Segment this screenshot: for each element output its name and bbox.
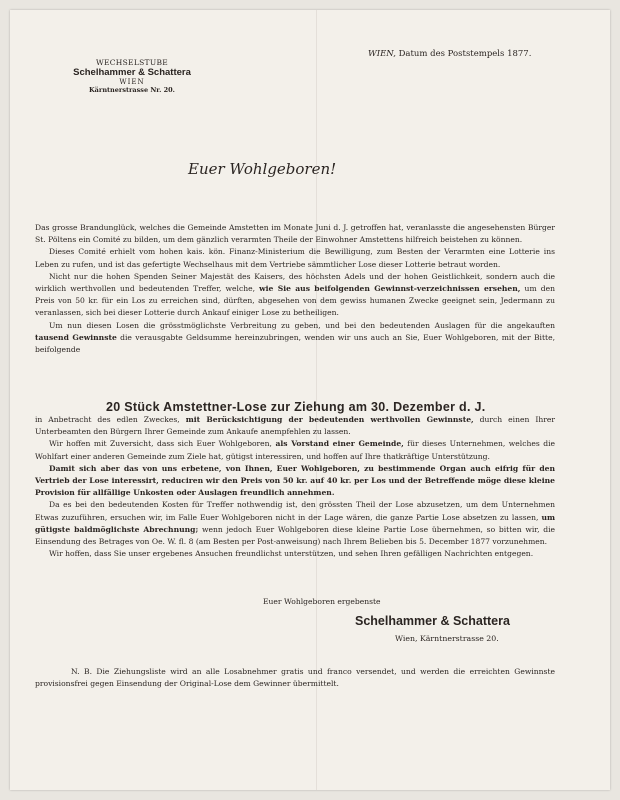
paragraph-4-bold: tausend Gewinnste (35, 332, 117, 342)
paragraph-5 (35, 414, 555, 438)
paragraph-8c: wenn jedoch Euer Wohlgeboren diese kleine Partie Lose übernehmen, so bitten wir, die Einsendung des Betrages von Oe. W. fl. 8 (am Besten per Post-anweisung) nach Ihrem Belieben bis 5. December 1877 vorzunehmen. (35, 524, 555, 547)
dateline (368, 49, 531, 59)
paragraph-9: Wir hoffen, dass Sie unser ergebenes Ansuchen freundlichst unterstützen, und sehen Ihren gefälligen Nachrichten entgegen. (49, 549, 534, 559)
signature-address: Wien, Kärntnerstrasse 20. (395, 634, 499, 643)
paragraph-5-bold: mit Berücksichtigung der bedeutenden werthvollen Gewinnste, (185, 415, 474, 424)
paragraph-5a: in Anbetracht des edlen Zweckes, (35, 415, 180, 424)
letterhead-firm: Schelhammer & Schattera (73, 67, 191, 78)
letter-body-top (35, 222, 555, 356)
closing-phrase: Euer Wohlgeboren ergebenste (263, 597, 381, 606)
letter-sheet (10, 10, 610, 790)
letterhead (62, 58, 202, 94)
letterhead-address: Kärntnerstrasse Nr. 20. (89, 86, 175, 94)
paragraph-3-bold: wie Sie aus beifolgenden Gewinnst-verzeichnissen ersehen, (259, 284, 521, 294)
paragraph-7 (35, 463, 555, 500)
dateline-text: Datum des Poststempels 1877. (398, 49, 532, 59)
paragraph-3a: Nicht nur die hohen Spenden Seiner Majestät des Kaisers, des höchsten Adels und der hohen Geistlichkeit, sondern auch die wirklich werthvollen und bedeutenden Treffer, welche, (35, 271, 555, 294)
paragraph-3c: um den Preis von 50 kr. für ein Los zu erreichen sind, dürften, abgesehen von dem gewiss humanen Zwecke geeignet sein, Jedermann zu veranlassen, sich bei dieser Lotterie durch Ankauf einiger Lose zu betheiligen. (35, 284, 555, 318)
salutation: Euer Wohlgeboren! (188, 160, 337, 178)
paragraph-3 (35, 271, 555, 320)
paragraph-8 (35, 499, 555, 548)
paragraph-8-bold: um gütigste baldmöglichste Abrechnung; (35, 512, 555, 534)
letter-body-bottom (35, 414, 555, 560)
lottery-offer-headline: 20 Stück Amstettner-Lose zur Ziehung am 30. Dezember d. J. (106, 400, 486, 414)
paragraph-4a: Um nun diesen Losen die grösstmöglichste Verbreitung zu geben, und bei den bedeutenden Auslagen für die angekauften (49, 320, 555, 330)
paragraph-4 (35, 320, 555, 357)
paragraph-6c: für dieses Unternehmen, welches die Wohlfart einer anderen Gemeinde zum Ziele hat, gütigst interessiren, und hoffen auf Ihre thatkräftige Unterstützung. (35, 439, 555, 461)
paragraph-6 (35, 438, 555, 462)
paragraph-4c: die verausgabte Geldsumme hereinzubringen, wenden wir uns auch an Sie, Euer Wohlgeboren, mit der Bitte, beifolgende (35, 332, 555, 355)
paragraph-8a: Da es bei den bedeutenden Kosten für Treffer nothwendig ist, den grössten Theil der Lose abzusetzen, um dem Unternehmen Etwas zuzuführen, ersuchen wir, im Falle Euer Wohlgeboren nicht in der Lage wären, die ganze Partie Lose absetzen zu lassen, (35, 500, 555, 522)
signature-firm: Schelhammer & Schattera (355, 614, 510, 628)
paragraph-5c: durch einen Ihrer Unterbeamten den Bürgern Ihrer Gemeinde zum Ankaufe anempfehlen zu lassen. (35, 415, 555, 437)
paragraph-2: Dieses Comité erhielt vom hohen kais. kön. Finanz-Ministerium die Bewilligung, zum Besten der Verarmten eine Lotterie ins Leben zu rufen, und ist das gefertigte Wechselhaus mit dem Vertriebe sämmtlicher Lose dieser Lotterie betraut worden. (35, 247, 555, 269)
paragraph-6a: Wir hoffen mit Zuversicht, dass sich Euer Wohlgeboren, (49, 439, 272, 449)
paragraph-6-bold: als Vorstand einer Gemeinde, (275, 439, 404, 449)
letterhead-line-1: WECHSELSTUBE (95, 58, 169, 67)
postscript: N. B. Die Ziehungsliste wird an alle Losabnehmer gratis und franco versendet, und werden die erreichten Gewinnste provisionsfrei gegen Einsendung der Original-Lose dem Gewinner übermittelt. (35, 667, 555, 689)
paragraph-7-bold: Damit sich aber das von uns erbetene, von Ihnen, Euer Wohlgeboren, zu bestimmende Organ auch eifrig für den Vertrieb der Lose interessirt, reduciren wir den Preis von 50 kr. auf 40 kr. per Los und der Betreffende möge diese kleine Provision für allfällige Unkosten oder Auslagen freundlich annehmen. (35, 463, 555, 498)
paragraph-1: Das grosse Brandunglück, welches die Gemeinde Amstetten im Monate Juni d. J. getroffen hat, veranlasste die angesehensten Bürger St. Pöltens ein Comité zu bilden, um dem gänzlich verarmten Theile der Einwohner Amstettens hilfreich beistehen zu können. (35, 223, 555, 245)
letterhead-city: WIEN (119, 78, 145, 86)
dateline-city: WIEN, (368, 49, 396, 59)
